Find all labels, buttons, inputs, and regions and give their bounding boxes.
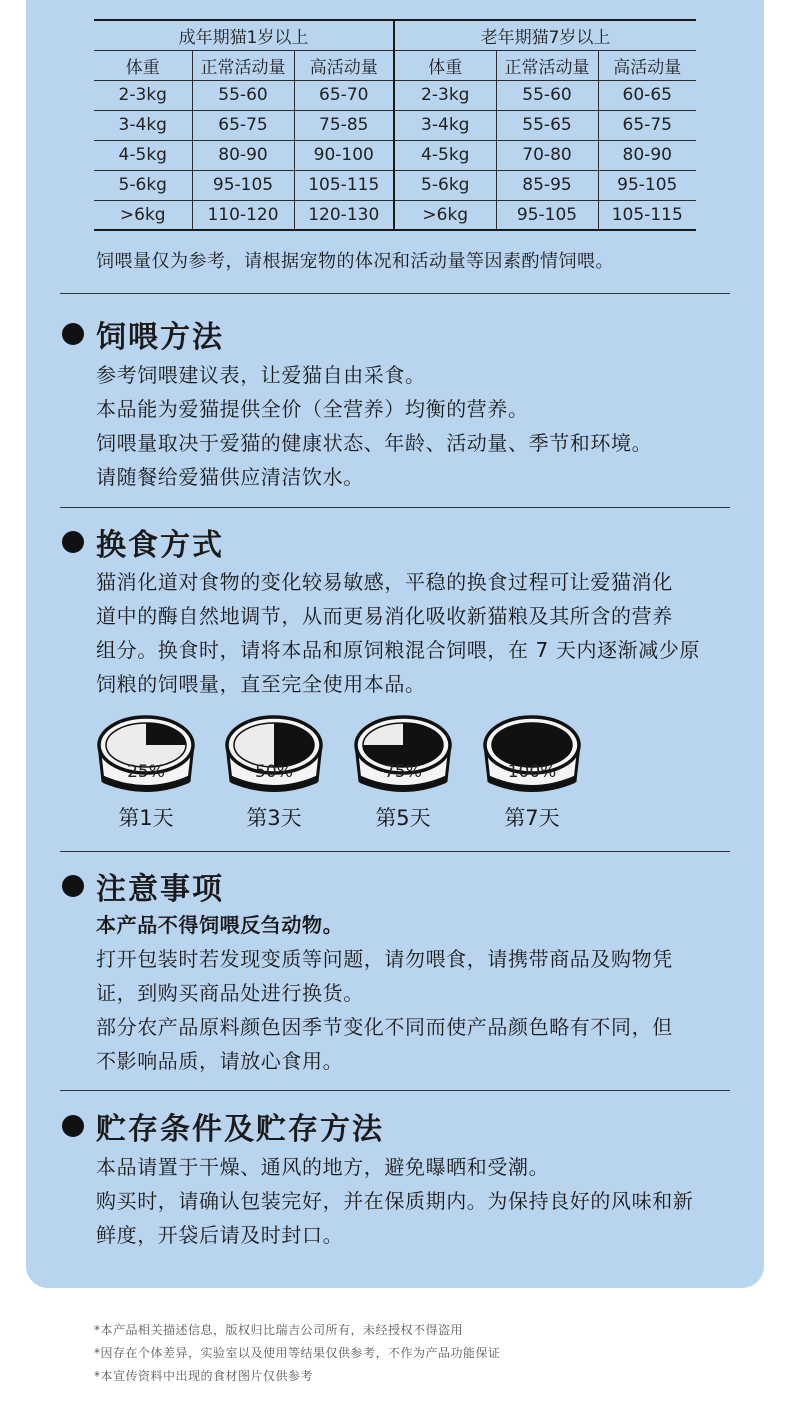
text-line: 请随餐给爱猫供应清洁饮水。 <box>96 465 364 489</box>
col-header: 高活动量 <box>598 50 696 80</box>
bowl-percent-label: 25% <box>127 762 165 782</box>
table-cell: 3-4kg <box>394 110 496 140</box>
bowl-icon <box>96 715 196 797</box>
bowl-percent-label: 75% <box>384 762 422 782</box>
footer-line: *因存在个体差异，实验室以及使用等结果仅供参考，不作为产品功能保证 <box>94 1346 501 1360</box>
text-line: 参考饲喂建议表，让爱猫自由采食。 <box>96 363 426 387</box>
table-cell: 55-60 <box>192 80 294 110</box>
text-line: 购买时，请确认包装完好，并在保质期内。为保持良好的风味和新 <box>96 1189 694 1213</box>
bowl-percent-label: 100% <box>507 762 557 782</box>
bullet-icon <box>62 875 84 897</box>
table-cell: >6kg <box>394 200 496 230</box>
table-cell: 80-90 <box>598 140 696 170</box>
table-cell: 95-105 <box>496 200 598 230</box>
section-heading-transition <box>62 520 224 564</box>
text-line: 组分。换食时，请将本品和原饲粮混合饲喂，在 7 天内逐渐减少原 <box>96 638 701 662</box>
table-cell: 65-70 <box>294 80 394 110</box>
day-label: 第5天 <box>375 806 431 830</box>
table-cell: 110-120 <box>192 200 294 230</box>
table-cell: >6kg <box>94 200 192 230</box>
group-header-senior: 老年期猫7岁以上 <box>394 20 696 50</box>
feeding-paragraph <box>96 358 736 494</box>
divider <box>60 507 730 508</box>
notice-paragraph <box>96 908 736 1078</box>
bullet-icon <box>62 323 84 345</box>
table-cell: 3-4kg <box>94 110 192 140</box>
table-cell: 120-130 <box>294 200 394 230</box>
table-cell: 75-85 <box>294 110 394 140</box>
text-line: 饲粮的饲喂量，直至完全使用本品。 <box>96 672 426 696</box>
divider <box>60 293 730 294</box>
table-cell: 55-65 <box>496 110 598 140</box>
table-cell: 4-5kg <box>394 140 496 170</box>
day-label: 第3天 <box>246 806 302 830</box>
text-line: 道中的酶自然地调节，从而更易消化吸收新猫粮及其所含的营养 <box>96 604 673 628</box>
group-header-adult: 成年期猫1岁以上 <box>94 20 394 50</box>
table-cell: 80-90 <box>192 140 294 170</box>
table-cell: 95-105 <box>598 170 696 200</box>
bowl-icon <box>353 715 453 797</box>
bowl-icon <box>482 715 582 797</box>
divider <box>60 1090 730 1091</box>
col-header: 正常活动量 <box>192 50 294 80</box>
text-line: 鲜度，开袋后请及时封口。 <box>96 1223 344 1247</box>
text-line: 证，到购买商品处进行换货。 <box>96 981 364 1005</box>
footer-line: *本产品相关描述信息，版权归比瑞吉公司所有，未经授权不得盗用 <box>94 1323 464 1337</box>
table-cell: 90-100 <box>294 140 394 170</box>
table-row <box>94 140 696 170</box>
day-label: 第1天 <box>118 806 174 830</box>
col-header: 体重 <box>394 50 496 80</box>
table-row <box>94 170 696 200</box>
food-bowl <box>224 715 324 797</box>
col-header: 高活动量 <box>294 50 394 80</box>
table-cell: 65-75 <box>192 110 294 140</box>
bullet-icon <box>62 531 84 553</box>
text-line: 本品请置于干燥、通风的地方，避免曝晒和受潮。 <box>96 1155 550 1179</box>
col-header: 正常活动量 <box>496 50 598 80</box>
table-cell: 2-3kg <box>94 80 192 110</box>
storage-paragraph <box>96 1150 736 1252</box>
text-line: 不影响品质，请放心食用。 <box>96 1049 344 1073</box>
table-cell: 60-65 <box>598 80 696 110</box>
table-cell: 5-6kg <box>394 170 496 200</box>
table-cell: 65-75 <box>598 110 696 140</box>
day-label: 第7天 <box>504 806 560 830</box>
text-line: 打开包装时若发现变质等问题，请勿喂食，请携带商品及购物凭 <box>96 947 673 971</box>
section-heading-feeding <box>62 312 224 356</box>
table-cell: 5-6kg <box>94 170 192 200</box>
section-title: 注意事项 <box>96 872 224 907</box>
bowl-icon <box>224 715 324 797</box>
feeding-note: 饲喂量仅为参考，请根据宠物的体况和活动量等因素酌情饲喂。 <box>96 251 614 272</box>
table-row <box>94 110 696 140</box>
table-row <box>94 200 696 230</box>
table-row <box>94 80 696 110</box>
food-bowl <box>96 715 196 797</box>
table-cell: 2-3kg <box>394 80 496 110</box>
section-title: 贮存条件及贮存方法 <box>96 1112 384 1147</box>
food-bowl <box>353 715 453 797</box>
text-line: 饲喂量取决于爱猫的健康状态、年龄、活动量、季节和环境。 <box>96 431 653 455</box>
food-bowl <box>482 715 582 797</box>
feeding-table <box>94 19 696 231</box>
col-header: 体重 <box>94 50 192 80</box>
section-heading-storage <box>62 1104 384 1148</box>
bullet-icon <box>62 1115 84 1137</box>
table-cell: 105-115 <box>294 170 394 200</box>
footer-line: *本宣传资料中出现的食材图片仅供参考 <box>94 1369 314 1383</box>
transition-paragraph <box>96 565 736 701</box>
food-fill <box>492 723 572 767</box>
text-line: 猫消化道对食物的变化较易敏感，平稳的换食过程可让爱猫消化 <box>96 570 673 594</box>
table-cell: 105-115 <box>598 200 696 230</box>
table-cell: 4-5kg <box>94 140 192 170</box>
section-title: 饲喂方法 <box>96 320 224 355</box>
divider <box>60 851 730 852</box>
table-cell: 70-80 <box>496 140 598 170</box>
text-line: 部分农产品原料颜色因季节变化不同而使产品颜色略有不同，但 <box>96 1015 673 1039</box>
text-line: 本品能为爱猫提供全价（全营养）均衡的营养。 <box>96 397 529 421</box>
table-cell: 85-95 <box>496 170 598 200</box>
section-title: 换食方式 <box>96 528 224 563</box>
bowl-percent-label: 50% <box>255 762 293 782</box>
table-cell: 95-105 <box>192 170 294 200</box>
text-line-bold: 本产品不得饲喂反刍动物。 <box>96 913 344 937</box>
table-cell: 55-60 <box>496 80 598 110</box>
section-heading-notice <box>62 864 224 908</box>
